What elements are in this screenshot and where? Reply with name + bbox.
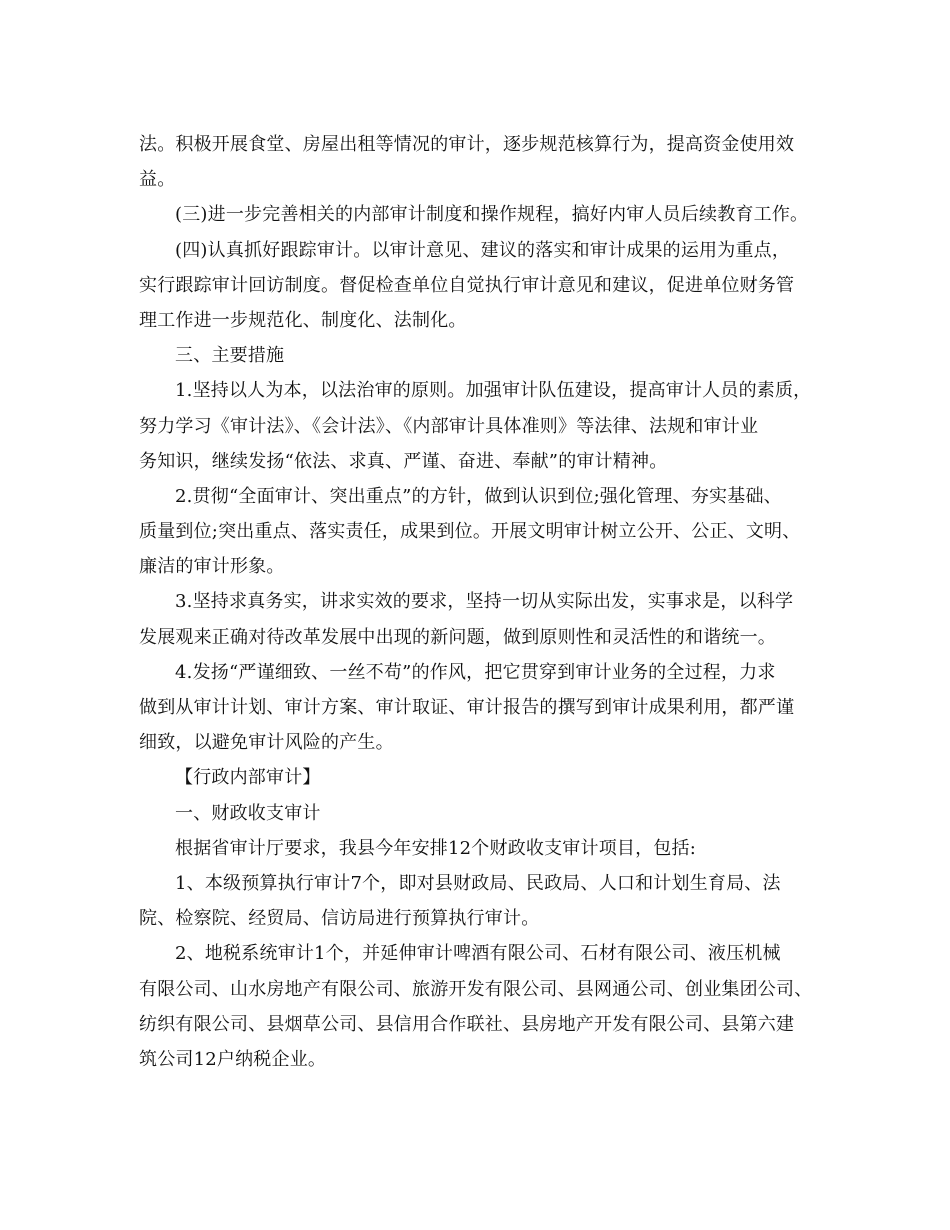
text-line-15: 发展观来正确对待改革发展中出现的新问题，做到原则性和灵活性的和谐统一。 <box>139 626 776 648</box>
text-line-3: (三)进一步完善相关的内部审计制度和操作规程，搞好内审人员后续教育工作。 <box>175 204 809 226</box>
text-line-14: 3.坚持求真务实，讲求实效的要求，坚持一切从实际出发，实事求是，以科学 <box>175 591 794 613</box>
text-line-8: 1.坚持以人为本，以法治审的原则。加强审计队伍建设，提高审计人员的素质， <box>175 380 812 402</box>
text-line-12: 质量到位;突出重点、落实责任，成果到位。开展文明审计树立公开、公正、文明、 <box>139 521 801 543</box>
text-line-27: 筑公司12户纳税企业。 <box>139 1048 327 1070</box>
text-line-24: 2、地税系统审计1个，并延伸审计啤酒有限公司、石材有限公司、液压机械 <box>175 943 781 965</box>
text-line-21: 根据省审计厅要求，我县今年安排12个财政收支审计项目，包括: <box>175 837 696 859</box>
text-line-10: 务知识，继续发扬“依法、求真、严谨、奋进、奉献”的审计精神。 <box>139 450 668 472</box>
text-line-16: 4.发扬“严谨细致、一丝不苟”的作风，把它贯穿到审计业务的全过程，力求 <box>175 661 776 683</box>
section-heading-measures: 三、主要措施 <box>175 345 285 367</box>
text-line-1: 法。积极开展食堂、房屋出租等情况的审计，逐步规范核算行为，提高资金使用效 <box>139 134 795 155</box>
text-line-2: 益。 <box>139 169 176 191</box>
text-line-9: 努力学习《审计法》、《会计法》、《内部审计具体准则》等法律、法规和审计业 <box>139 415 759 437</box>
section-heading-fiscal-audit: 一、财政收支审计 <box>175 802 321 824</box>
text-line-22: 1、本级预算执行审计7个，即对县财政局、民政局、人口和计划生育局、法 <box>175 872 781 894</box>
text-line-18: 细致，以避免审计风险的产生。 <box>139 732 394 754</box>
text-line-6: 理工作进一步规范化、制度化、法制化。 <box>139 309 467 331</box>
section-heading-admin-audit: 【行政内部审计】 <box>175 767 321 789</box>
text-line-11: 2.贯彻“全面审计、突出重点”的方针，做到认识到位;强化管理、夯实基础、 <box>175 485 782 507</box>
text-line-13: 廉洁的审计形象。 <box>139 556 285 578</box>
text-line-4: (四)认真抓好跟踪审计。以审计意见、建议的落实和审计成果的运用为重点， <box>175 239 791 261</box>
text-line-25: 有限公司、山水房地产有限公司、旅游开发有限公司、县网通公司、创业集团公司、 <box>139 978 813 1000</box>
text-line-23: 院、检察院、经贸局、信访局进行预算执行审计。 <box>139 908 540 930</box>
text-line-17: 做到从审计计划、审计方案、审计取证、审计报告的撰写到审计成果利用，都严谨 <box>139 697 795 718</box>
text-line-26: 纺织有限公司、县烟草公司、县信用合作联社、县房地产开发有限公司、县第六建 <box>139 1013 795 1035</box>
text-line-5: 实行跟踪审计回访制度。督促检查单位自觉执行审计意见和建议，促进单位财务管 <box>139 274 795 296</box>
